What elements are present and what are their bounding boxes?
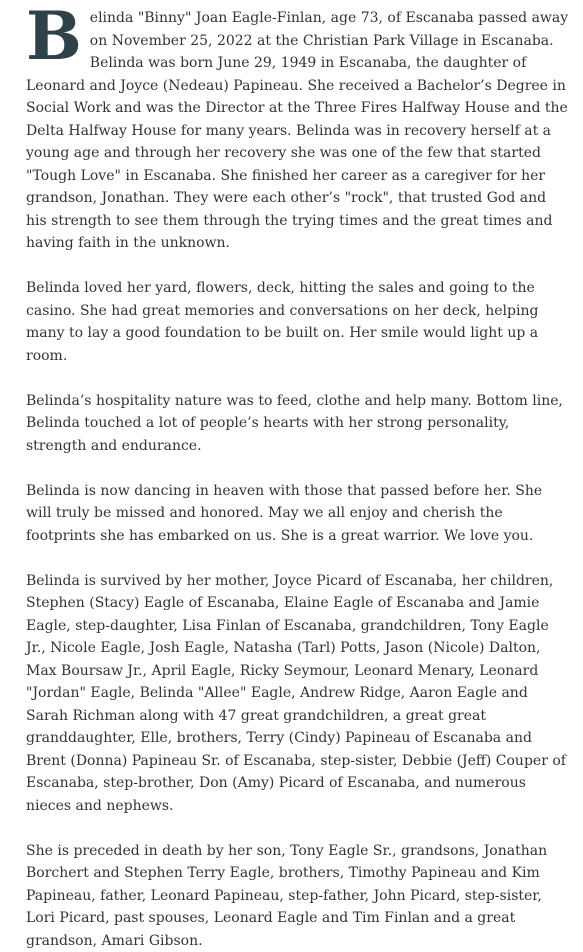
- drop-cap-letter: B: [26, 9, 82, 63]
- intro-body-text: Belinda was born June 29, 1949 in Escanaba, the daughter of Leonard and Joyce (Nedeau) Papineau. She received a Bachelor’s Degree in Social Work and was the Director at the Three Fires Halfway House and the Delta Halfway House for many years. Belinda was in recovery herself at a young age and through her recovery she was one of the few that started "Tough Love" in Escanaba. She finished her career as a caregiver for her grandson, Jonathan. They were each other’s "rock", that trusted God and his strength to see them through the trying times and the great times and having faith in the unknown.: [26, 55, 568, 251]
- obituary-article: [26, 0, 571, 952]
- obituary-paragraph-hobbies: Belinda loved her yard, flowers, deck, hitting the sales and going to the casino. She had great memories and conversations on her deck, helping many to lay a good foundation to be built on. Her smile would light up a room.: [26, 277, 571, 367]
- obituary-paragraph-hospitality: Belinda’s hospitality nature was to feed, clothe and help many. Bottom line, Belinda touched a lot of people’s hearts with her strong personality, strength and endurance.: [26, 390, 571, 458]
- obituary-paragraph-intro: [26, 0, 571, 255]
- obituary-paragraph-survived-by: Belinda is survived by her mother, Joyce Picard of Escanaba, her children, Stephen (Stacy) Eagle of Escanaba, Elaine Eagle of Escanaba and Jamie Eagle, step-daughter, Lisa Finlan of Escanaba, grandchildren, Tony Eagle Jr., Nicole Eagle, Josh Eagle, Natasha (Tarl) Potts, Jason (Nicole) Dalton, Max Boursaw Jr., April Eagle, Ricky Seymour, Leonard Menary, Leonard "Jordan" Eagle, Belinda "Allee" Eagle, Andrew Ridge, Aaron Eagle and Sarah Richman along with 47 great grandchildren, a great great granddaughter, Elle, brothers, Terry (Cindy) Papineau of Escanaba and Brent (Donna) Papineau Sr. of Escanaba, step-sister, Debbie (Jeff) Couper of Escanaba, step-brother, Don (Amy) Picard of Escanaba, and numerous nieces and nephews.: [26, 570, 571, 818]
- intro-lead-sentence: elinda "Binny" Joan Eagle-Finlan, age 73, of Escanaba passed away on November 25, 2022 at the Christian Park Village in Escanaba.: [90, 10, 568, 49]
- obituary-paragraph-preceded-by: She is preceded in death by her son, Tony Eagle Sr., grandsons, Jonathan Borchert and Stephen Terry Eagle, brothers, Timothy Papineau and Kim Papineau, father, Leonard Papineau, step-father, John Picard, step-sister, Lori Picard, past spouses, Leonard Eagle and Tim Finlan and a great grandson, Amari Gibson.: [26, 840, 571, 952]
- obituary-paragraph-tribute: Belinda is now dancing in heaven with those that passed before her. She will truly be missed and honored. May we all enjoy and cherish the footprints she has embarked on us. She is a great warrior. We love you.: [26, 480, 571, 548]
